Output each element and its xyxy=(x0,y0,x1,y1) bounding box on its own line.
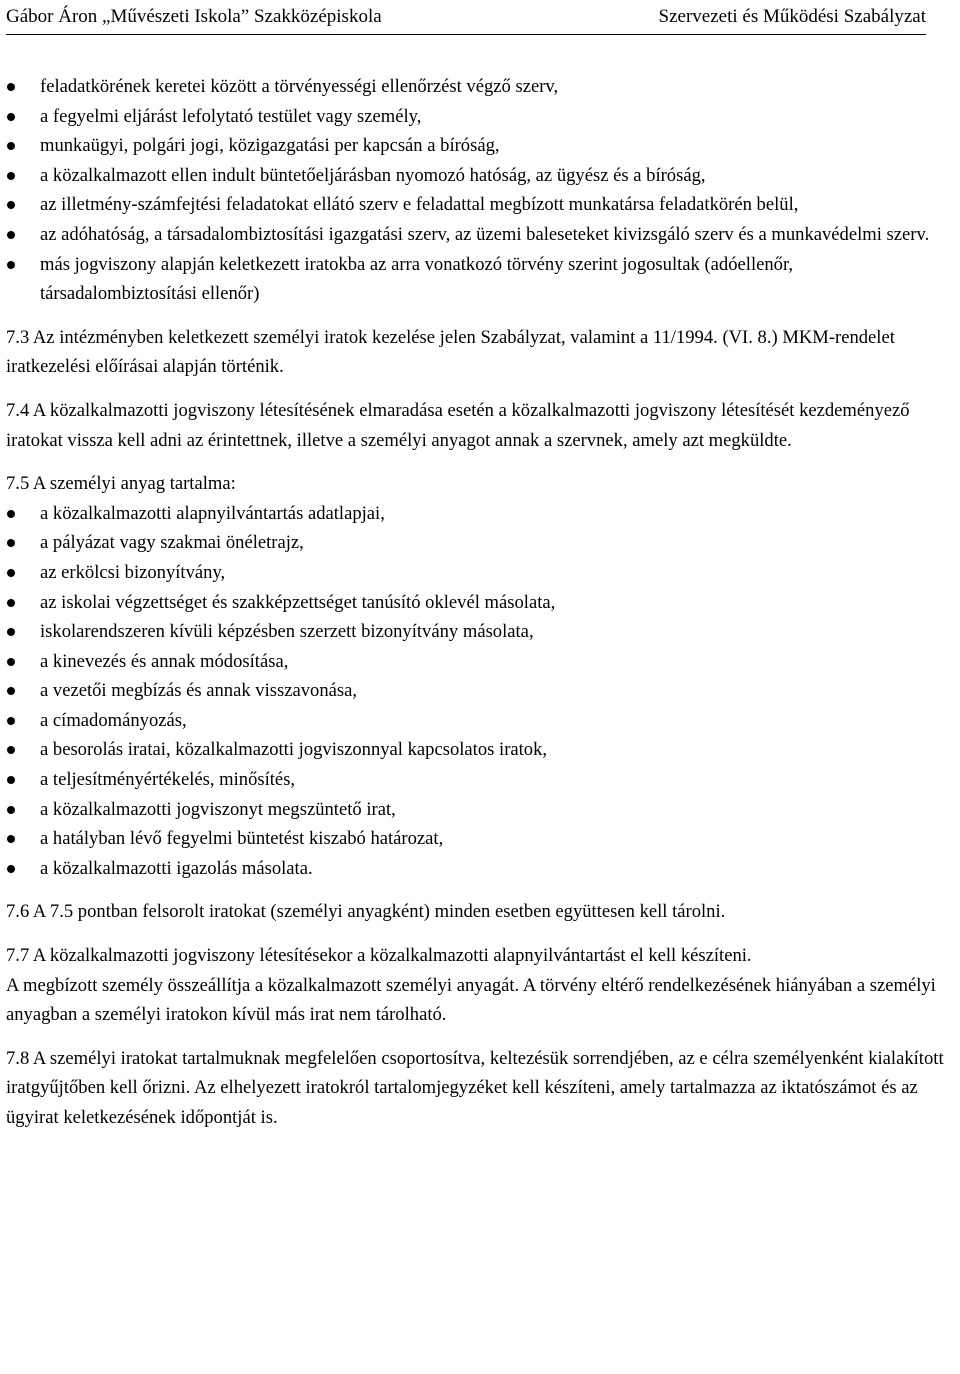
section-7-6: 7.6 A 7.5 pontban felsorolt iratokat (személyi anyagként) minden esetben együttesen kell tárolni. xyxy=(6,901,726,923)
list-item: a fegyelmi eljárást lefolytató testület vagy személy, xyxy=(6,102,954,132)
section-7-8: 7.8 A személyi iratokat tartalmuknak megfelelően csoportosítva, keltezésük sorrendjében, az e célra személyenként kialakított iratgyűjtőben kell őrizni. Az elhelyezett iratokról tartalomjegyzéket kell készíteni, amely tartalmazza az iktatószámot és az ügyirat keletkezésének időpontját is. xyxy=(6,1047,944,1128)
list-item: a pályázat vagy szakmai önéletrajz, xyxy=(6,528,954,558)
list-item: a közalkalmazotti alapnyilvántartás adatlapjai, xyxy=(6,499,954,529)
header-document-title: Szervezeti és Működési Szabályzat xyxy=(658,6,926,27)
list-item: a teljesítményértékelés, minősítés, xyxy=(6,765,954,795)
list-item: az illetmény-számfejtési feladatokat ellátó szerv e feladattal megbízott munkatársa feladatkörén belül, xyxy=(6,190,954,220)
section-7-7-continued: A megbízott személy összeállítja a közalkalmazott személyi anyagát. A törvény eltérő rendelkezésének hiányában a személyi anyagban a személyi iratokon kívül más irat nem tárolható. xyxy=(6,974,936,1026)
list-item: az iskolai végzettséget és szakképzettséget tanúsító oklevél másolata, xyxy=(6,588,954,618)
list-item: a vezetői megbízás és annak visszavonása, xyxy=(6,676,954,706)
list-item: az adóhatóság, a társadalombiztosítási igazgatási szerv, az üzemi baleseteket kivizsgáló szerv és a munkavédelmi szerv. xyxy=(6,220,954,250)
page-header xyxy=(6,4,926,35)
document-body xyxy=(6,72,954,1133)
list-item: iskolarendszeren kívüli képzésben szerzett bizonyítvány másolata, xyxy=(6,617,954,647)
list-item: az erkölcsi bizonyítvány, xyxy=(6,558,954,588)
list-item: más jogviszony alapján keletkezett iratokba az arra vonatkozó törvény szerint jogosultak (adóellenőr, társadalombiztosítási ellenőr) xyxy=(6,250,954,309)
list-item: a közalkalmazotti jogviszonyt megszüntető irat, xyxy=(6,795,954,825)
section-7-4: 7.4 A közalkalmazotti jogviszony létesítésének elmaradása esetén a közalkalmazotti jogviszony létesítését kezdeményező iratokat vissza kell adni az érintettnek, illetve a személyi anyagot annak a szervnek, amely azt megküldte. xyxy=(6,399,910,451)
list-item: a közalkalmazotti igazolás másolata. xyxy=(6,854,954,884)
section-7-3: 7.3 Az intézményben keletkezett személyi iratok kezelése jelen Szabályzat, valamint a 11/1994. (VI. 8.) MKM-rendelet iratkezelési előírásai alapján történik. xyxy=(6,326,895,378)
list-item: munkaügyi, polgári jogi, közigazgatási per kapcsán a bíróság, xyxy=(6,131,954,161)
header-school-name: Gábor Áron „Művészeti Iskola” Szakközépiskola xyxy=(6,6,382,27)
list-item: a címadományozás, xyxy=(6,706,954,736)
list-item: a besorolás iratai, közalkalmazotti jogviszonnyal kapcsolatos iratok, xyxy=(6,735,954,765)
section-7-7: 7.7 A közalkalmazotti jogviszony létesítésekor a közalkalmazotti alapnyilvántartást el kell készíteni. xyxy=(6,945,752,967)
authorized-parties-list xyxy=(6,72,954,309)
section-7-5-heading: 7.5 A személyi anyag tartalma: xyxy=(6,473,236,495)
list-item: a hatályban lévő fegyelmi büntetést kiszabó határozat, xyxy=(6,824,954,854)
personal-file-contents-list xyxy=(6,499,954,884)
list-item: feladatkörének keretei között a törvényességi ellenőrzést végző szerv, xyxy=(6,72,954,102)
list-item: a közalkalmazott ellen indult büntetőeljárásban nyomozó hatóság, az ügyész és a bíróság, xyxy=(6,161,954,191)
list-item: a kinevezés és annak módosítása, xyxy=(6,647,954,677)
